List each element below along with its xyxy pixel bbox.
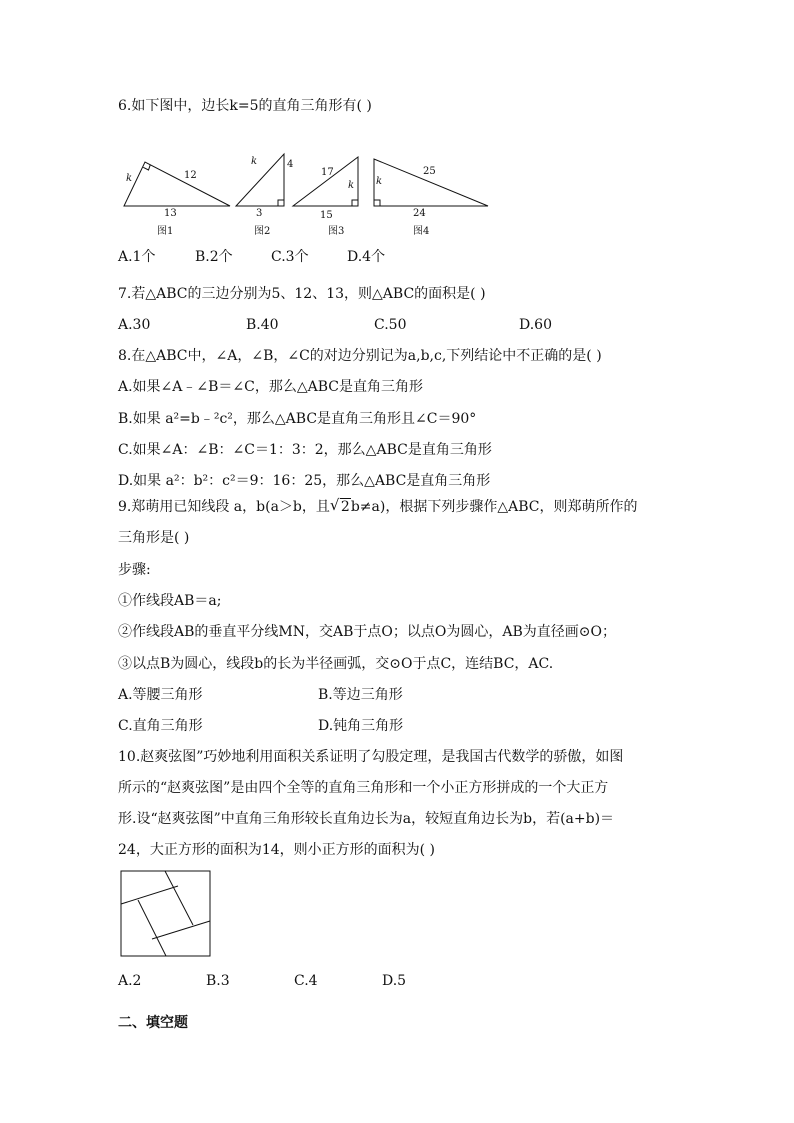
q9-stem-after: b≠a)，根据下列步骤作△ABC，则郑萌所作的 bbox=[350, 499, 638, 515]
q8-option-a[interactable]: A.如果∠A﹣∠B＝∠C，那么△ABC是直角三角形 bbox=[118, 379, 423, 395]
q7-stem: 7.若△ABC的三边分别为5、12、13，则△ABC的面积是( ) bbox=[118, 286, 486, 302]
q10-option-c[interactable]: C.4 bbox=[294, 973, 318, 989]
q6-option-c[interactable]: C.3个 bbox=[271, 249, 309, 265]
figure1-label-hyp: 12 bbox=[184, 170, 197, 181]
q9-step-1: ①作线段AB＝a; bbox=[118, 593, 222, 609]
q9-step-3: ③以点B为圆心，线段b的长为半径画弧，交⊙O于点C，连结BC，AC. bbox=[118, 656, 554, 672]
q9-stem-before: 9.郑萌用已知线段 a，b(a＞b，且 bbox=[118, 499, 330, 515]
q8-stem: 8.在△ABC中，∠A，∠B，∠C的对边分别记为a,b,c,下列结论中不正确的是( ) bbox=[118, 348, 602, 364]
q10-line-3: 形.设“赵爽弦图”中直角三角形较长直角边长为a，较短直角边长为b，若(a+b)＝ bbox=[118, 811, 615, 827]
q7-option-d[interactable]: D.60 bbox=[519, 317, 552, 333]
figure3-caption: 图3 bbox=[328, 226, 345, 237]
figure1-label-base: 13 bbox=[164, 208, 177, 219]
q10-option-d[interactable]: D.5 bbox=[382, 973, 407, 989]
figure2-caption: 图2 bbox=[254, 226, 271, 237]
q9-option-a[interactable]: A.等腰三角形 bbox=[118, 687, 203, 703]
q9-option-d[interactable]: D.钝角三角形 bbox=[318, 718, 404, 734]
figure3-label-base: 15 bbox=[320, 210, 333, 221]
q10-line-2: 所示的“赵爽弦图”是由四个全等的直角三角形和一个小正方形拼成的一个大正方 bbox=[118, 780, 609, 796]
figure3-label-k: k bbox=[348, 180, 355, 191]
figure2-right-angle-mark bbox=[278, 200, 284, 206]
q7-option-c[interactable]: C.50 bbox=[374, 317, 407, 333]
q9-stem-line2: 三角形是( ) bbox=[118, 530, 190, 546]
q6-stem: 6.如下图中，边长k=5的直角三角形有( ) bbox=[118, 98, 372, 114]
q7-option-a[interactable]: A.30 bbox=[118, 317, 151, 333]
figure4-caption: 图4 bbox=[413, 226, 430, 237]
figure2-label-base: 3 bbox=[256, 208, 263, 219]
sqrt-expression bbox=[330, 498, 351, 516]
q6-option-d[interactable]: D.4个 bbox=[347, 249, 386, 265]
inner-line-2 bbox=[165, 871, 193, 925]
figure3-right-angle-mark bbox=[352, 200, 358, 206]
figure2-label-k: k bbox=[251, 156, 258, 167]
figure3-label-hyp: 17 bbox=[321, 167, 334, 178]
inner-line-1 bbox=[121, 886, 178, 904]
figure4-label-k: k bbox=[376, 176, 383, 187]
figure4-right-angle-mark bbox=[374, 200, 380, 206]
q10-option-a[interactable]: A.2 bbox=[118, 973, 142, 989]
q9-steps-title: 步骤: bbox=[118, 562, 151, 578]
q6-figures bbox=[118, 150, 498, 214]
q10-line-1: 10.赵爽弦图”巧妙地利用面积关系证明了勾股定理，是我国古代数学的骄傲，如图 bbox=[118, 749, 624, 765]
q6-option-b[interactable]: B.2个 bbox=[195, 249, 233, 265]
q9-stem bbox=[118, 498, 637, 516]
zhao-shuang-diagram bbox=[120, 870, 212, 958]
figure1-right-angle-mark bbox=[143, 165, 150, 170]
section-heading: 二、填空题 bbox=[118, 1015, 188, 1031]
sqrt-sign-icon: √ bbox=[329, 496, 340, 514]
outer-square bbox=[121, 871, 210, 956]
q9-option-b[interactable]: B.等边三角形 bbox=[318, 687, 403, 703]
q10-option-b[interactable]: B.3 bbox=[206, 973, 230, 989]
q9-step-2: ②作线段AB的垂直平分线MN，交AB于点O；以点O为圆心，AB为直径画⊙O； bbox=[118, 624, 616, 640]
figure2-label-side: 4 bbox=[287, 159, 294, 170]
q9-option-c[interactable]: C.直角三角形 bbox=[118, 718, 203, 734]
q10-line-4: 24，大正方形的面积为14，则小正方形的面积为( ) bbox=[118, 842, 436, 858]
figure1-triangle bbox=[124, 162, 230, 206]
figure4-label-base: 24 bbox=[413, 208, 426, 219]
figure1-label-k: k bbox=[126, 173, 133, 184]
q7-option-b[interactable]: B.40 bbox=[246, 317, 279, 333]
inner-line-3 bbox=[152, 921, 210, 939]
q8-option-c[interactable]: C.如果∠A：∠B：∠C＝1：3：2，那么△ABC是直角三角形 bbox=[118, 442, 492, 458]
q6-option-a[interactable]: A.1个 bbox=[118, 249, 156, 265]
figure2-triangle bbox=[236, 154, 284, 206]
sqrt-radicand: 2 bbox=[340, 499, 350, 515]
inner-line-4 bbox=[138, 900, 166, 956]
figure4-label-hyp: 25 bbox=[423, 166, 436, 177]
q8-option-d[interactable]: D.如果 a²：b²：c²＝9：16：25，那么△ABC是直角三角形 bbox=[118, 473, 491, 489]
figure1-caption: 图1 bbox=[157, 226, 174, 237]
q8-option-b[interactable]: B.如果 a²=b﹣²c²，那么△ABC是直角三角形且∠C＝90° bbox=[118, 411, 477, 427]
